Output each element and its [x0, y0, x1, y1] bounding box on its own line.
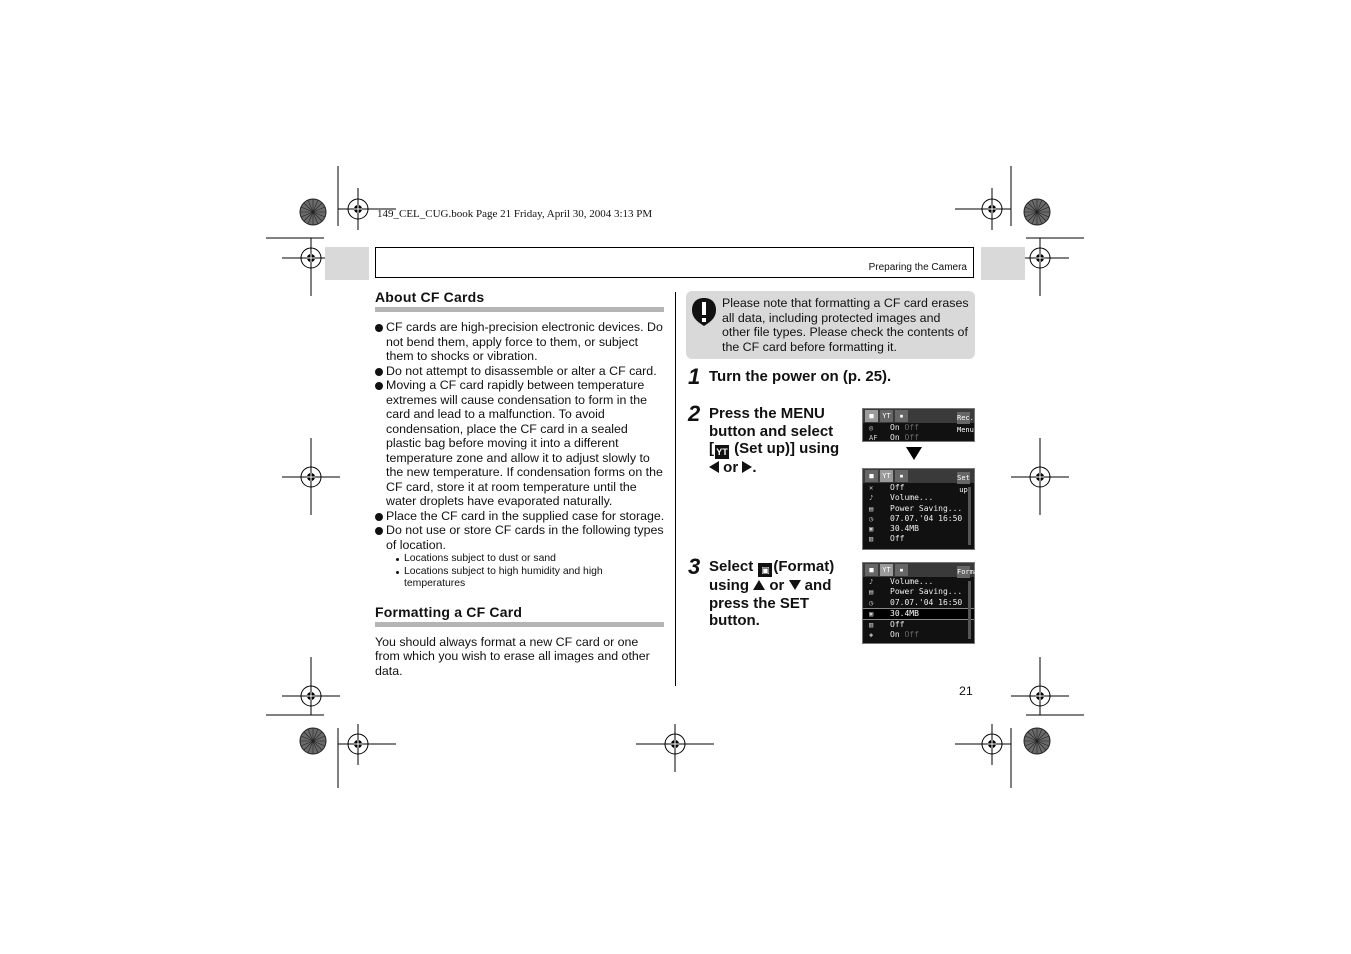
menu-row: ▤ Power Saving... [869, 503, 963, 513]
sub-bullet-icon [396, 558, 399, 561]
setup-screen [862, 468, 975, 550]
setup-tab-icon: YT [880, 564, 893, 576]
right-grey-tab [981, 247, 1025, 280]
volume-icon: ♪ [869, 494, 874, 503]
file-no-icon: ▥ [869, 535, 874, 544]
list-item: Moving a CF card rapidly between temperature extremes will cause condensation to form in the card and lead to a malfunction. To avoid condensation, place the CF card in a sealed plastic bag before moving it into a different temperature zone and allow it to adjust slowly to the new temperature. If condensation forms on the CF card, store it at room temperature until the water droplets have evaporated naturally. [375, 378, 665, 509]
setup-tab-icon: YT [880, 470, 893, 482]
step-text: Turn the power on (p. 25). [709, 368, 892, 385]
step-number: 2 [688, 401, 701, 426]
right-arrow-icon [742, 461, 752, 473]
step-1 [688, 364, 892, 389]
mycamera-tab-icon: ▪ [895, 564, 908, 576]
screen-title: Set up [957, 474, 970, 494]
about-bullet-list [375, 320, 665, 591]
menu-row: ▥ Off [869, 534, 905, 544]
date-time-icon: ◷ [869, 514, 874, 523]
bullet-icon [375, 513, 383, 521]
list-item: Place the CF card in the supplied case for storage. [375, 509, 665, 524]
menu-row: ▣ 30.4MB [869, 524, 919, 534]
mycamera-tab-icon: ▪ [895, 410, 908, 422]
down-arrow-icon [789, 580, 801, 590]
page-header [375, 247, 974, 278]
menu-row: AF On Off [869, 433, 919, 443]
up-arrow-icon [753, 580, 765, 590]
mycamera-tab-icon: ▪ [895, 470, 908, 482]
formatting-text: You should always format a new CF card or one from which you wish to erase all images and other data. [375, 634, 650, 678]
menu-row: ♪ Volume... [869, 577, 934, 586]
rec-menu-screen [862, 408, 975, 442]
scrollbar [968, 581, 971, 639]
screen-title: Format [957, 568, 983, 576]
menu-row-selected: ▣ 30.4MB [863, 608, 974, 620]
about-cf-cards-title: About CF Cards [375, 289, 485, 305]
location-sub-list [386, 553, 665, 591]
scrollbar [968, 487, 971, 545]
menu-row: ◎ On Off [869, 423, 919, 432]
menu-row: ▥ Off [869, 620, 905, 630]
caution-box [686, 291, 975, 359]
file-no-icon: ▥ [869, 621, 874, 630]
down-arrow-icon [906, 447, 922, 460]
camera-tab-icon: ■ [865, 410, 878, 422]
eye-icon: ◎ [869, 424, 874, 432]
page-number: 21 [959, 684, 973, 698]
af-icon: AF [869, 434, 878, 443]
left-column [375, 288, 665, 678]
step-number: 1 [688, 364, 701, 389]
step-2 [688, 401, 840, 476]
format-icon: ▣ [869, 525, 874, 534]
mute-icon: ✕ [869, 484, 874, 492]
menu-row: ✕ Off [869, 483, 905, 492]
sub-list-item: Locations subject to dust or sand [386, 553, 665, 566]
power-saving-icon: ▤ [869, 504, 874, 513]
format-screen [862, 562, 983, 644]
setup-icon: YT [716, 447, 728, 457]
menu-row: ◷ 07.07.'04 16:50 [869, 513, 963, 523]
menu-row: ◷ 07.07.'04 16:50 [869, 597, 963, 607]
left-arrow-icon [709, 461, 719, 473]
list-item: Do not attempt to disassemble or alter a CF card. [375, 364, 665, 379]
column-divider [675, 292, 676, 686]
bullet-icon [375, 527, 383, 535]
section-title: Preparing the Camera [868, 262, 967, 273]
menu-row: ◈ On Off [869, 630, 919, 640]
section-rule [375, 307, 664, 312]
caution-text: Please note that formatting a CF card erases all data, including protected images and other file types. Please check the contents of the CF card before formatting it. [722, 296, 969, 354]
format-icon: ▣ [758, 563, 772, 577]
caution-exclamation-icon [691, 297, 717, 327]
menu-row: ♪ Volume... [869, 493, 934, 503]
list-item: Do not use or store CF cards in the following types of location. Locations subject to dust or sand Locations subject to high humidity and high temperatures [375, 523, 665, 591]
bullet-icon [375, 324, 383, 332]
volume-icon: ♪ [869, 578, 874, 586]
date-time-icon: ◷ [869, 598, 874, 607]
formatting-title: Formatting a CF Card [375, 603, 523, 620]
list-item: CF cards are high-precision electronic devices. Do not bend them, apply force to them, or subject them to shocks or vibration. [375, 320, 665, 364]
camera-tab-icon: ■ [865, 470, 878, 482]
step-number: 3 [688, 554, 701, 579]
auto-rotate-icon: ◈ [869, 631, 874, 640]
left-grey-tab [325, 247, 369, 280]
step-text: Select ▣ (Format) using or and press the SET button. [709, 558, 835, 629]
sub-bullet-icon [396, 571, 399, 574]
book-info: 149_CEL_CUG.book Page 21 Friday, April 30, 2004 3:13 PM [377, 208, 653, 220]
bullet-icon [375, 382, 383, 390]
step-3 [688, 554, 835, 629]
menu-row: ▤ Power Saving... [869, 587, 963, 597]
camera-tab-icon: ■ [865, 564, 878, 576]
power-saving-icon: ▤ [869, 588, 874, 597]
screen-title: Rec. Menu [957, 414, 974, 434]
format-icon: ▣ [869, 609, 874, 618]
section-rule [375, 622, 664, 627]
setup-tab-icon: YT [880, 410, 893, 422]
bullet-icon [375, 368, 383, 376]
sub-list-item: Locations subject to high humidity and high temperatures [386, 566, 665, 591]
step-text: Press the MENU button and select [ YT (Set up)] using or . [709, 405, 840, 476]
